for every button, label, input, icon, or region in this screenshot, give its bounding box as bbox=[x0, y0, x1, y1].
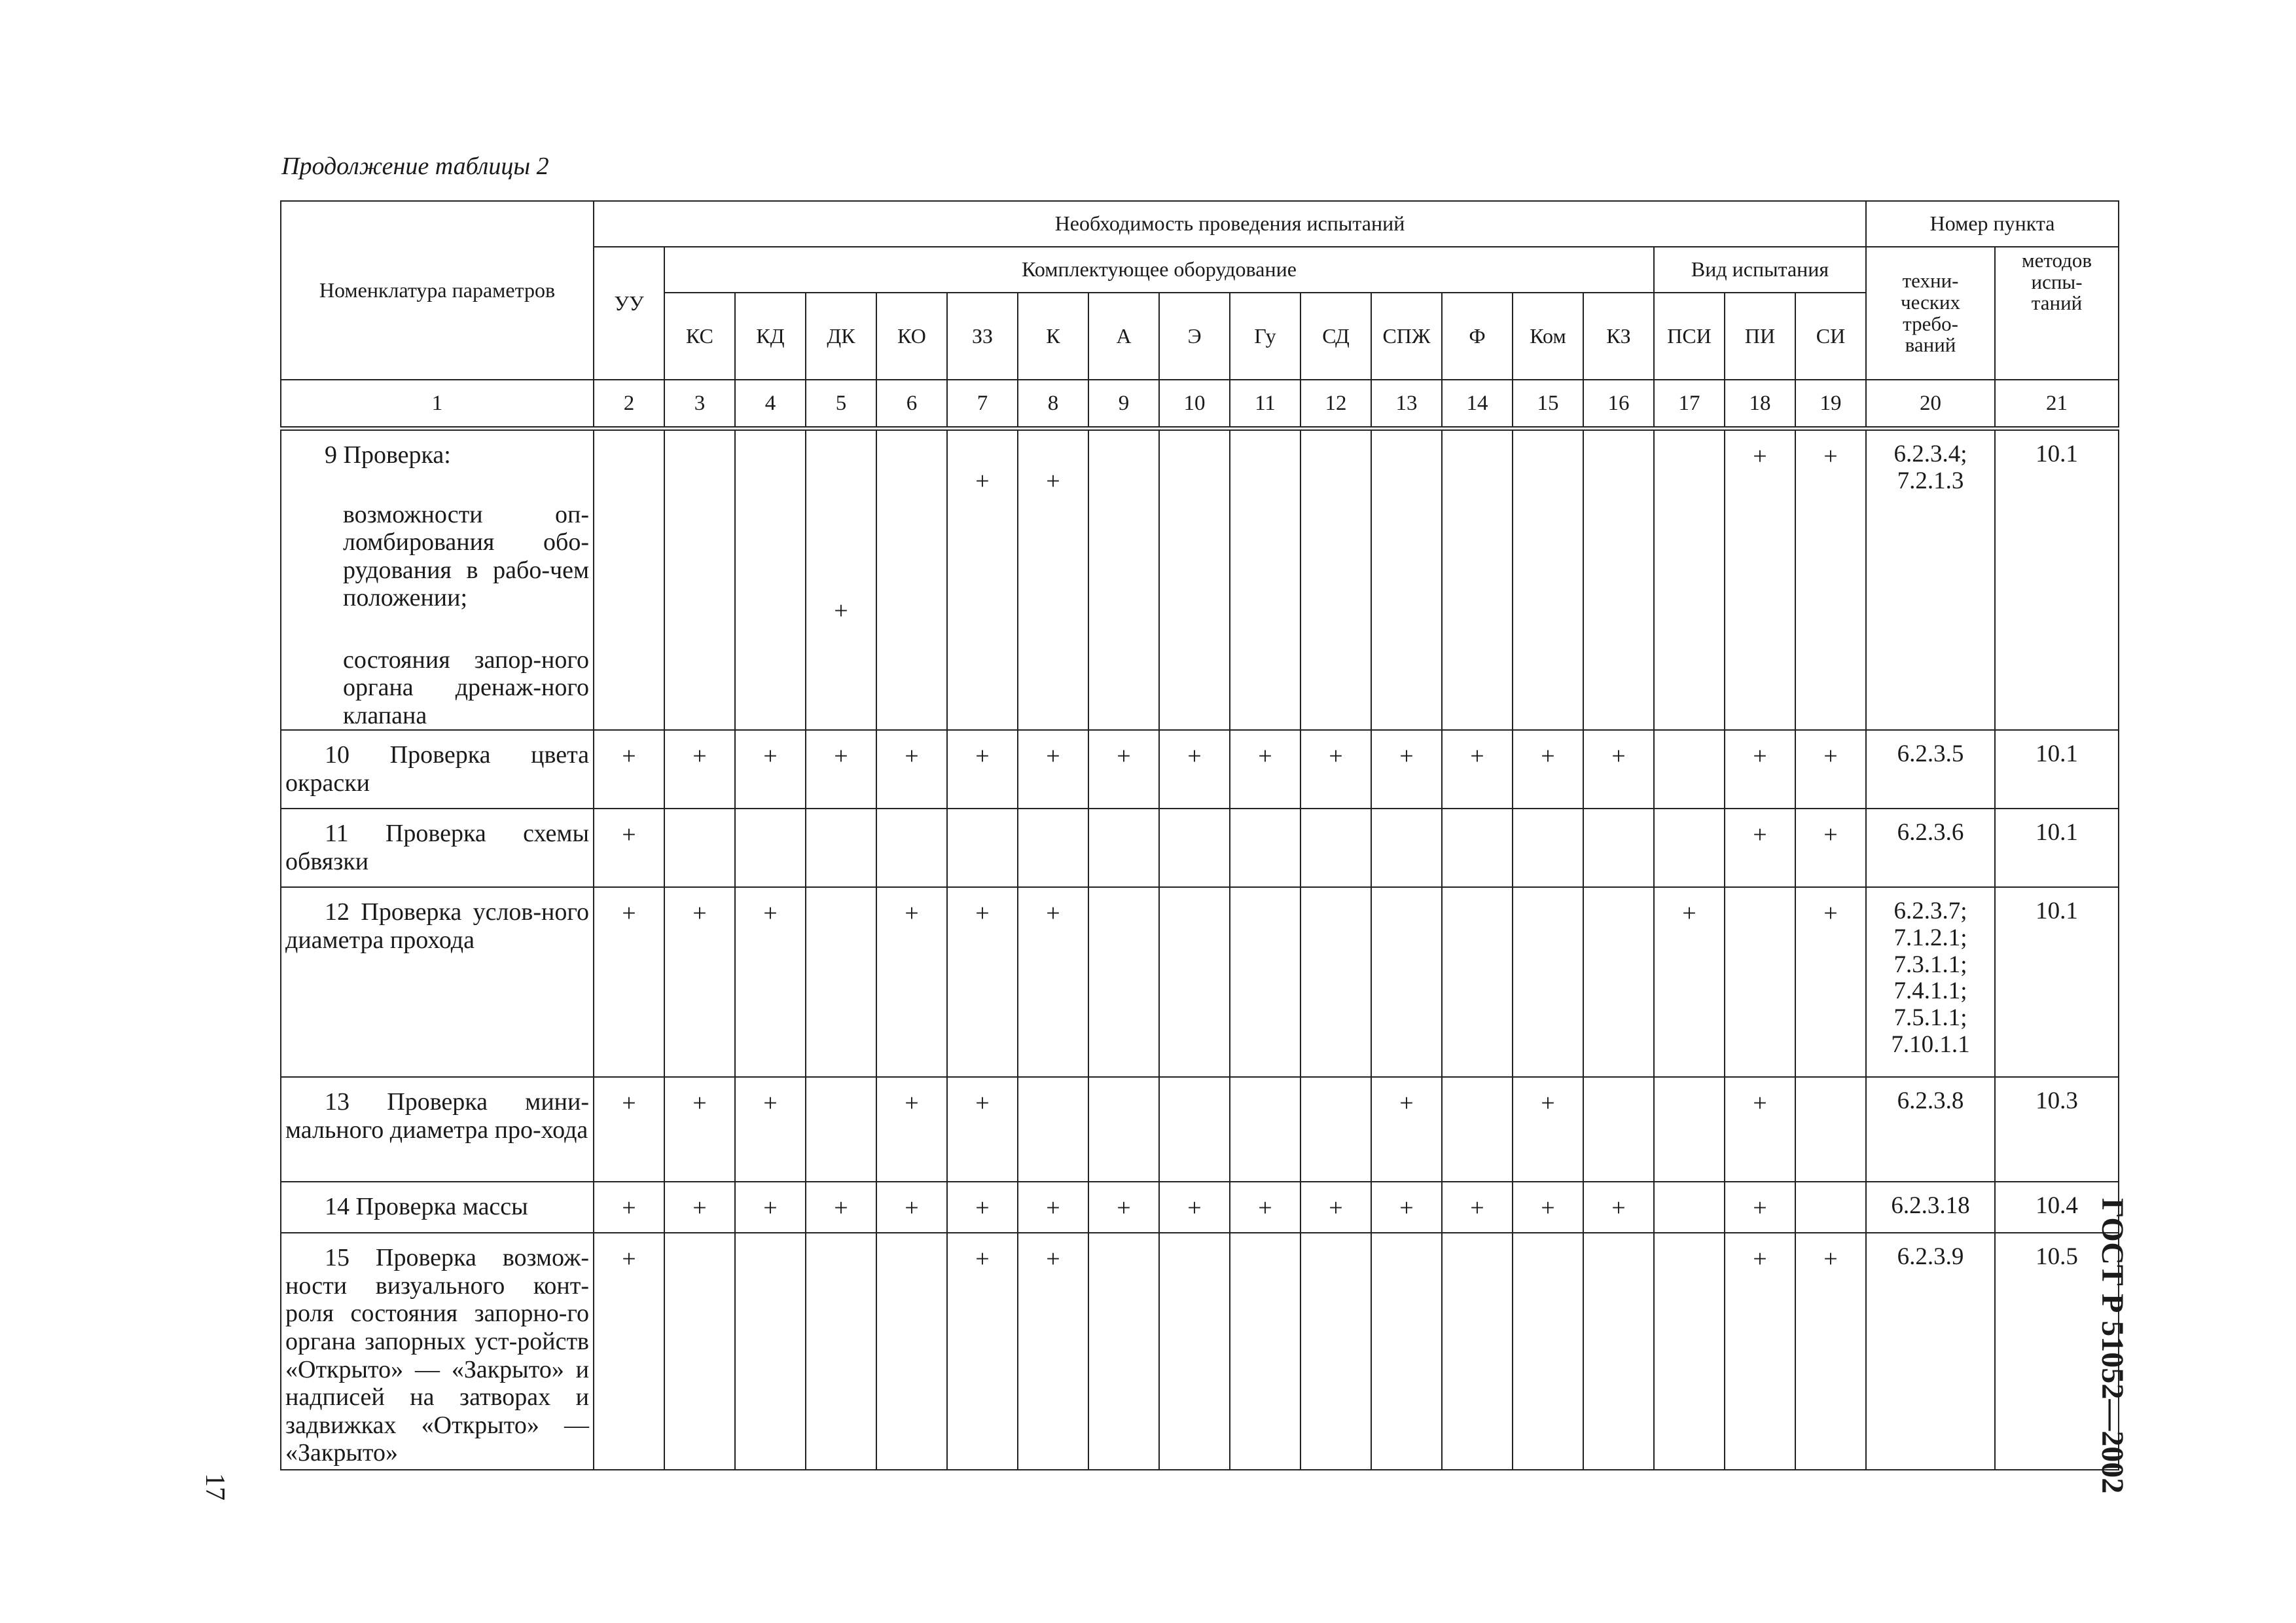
mark-cell bbox=[1159, 809, 1230, 887]
mark-cell bbox=[806, 1182, 876, 1233]
plus-mark: + bbox=[1046, 900, 1060, 928]
table-row bbox=[281, 1182, 2119, 1233]
mark-cell bbox=[1300, 429, 1371, 731]
row-parameter-label: 12 Проверка услов-ного диаметра прохода bbox=[285, 898, 589, 954]
header-component-code: КО bbox=[876, 293, 947, 380]
mark-cell bbox=[1654, 730, 1725, 809]
ref-tech: 6.2.3.6 bbox=[1897, 819, 1964, 847]
mark-cell bbox=[1088, 1182, 1159, 1233]
mark-cell bbox=[1300, 1182, 1371, 1233]
mark-cell bbox=[1088, 887, 1159, 1077]
row-parameter-label: 15 Проверка возмож-ности визуального конт-роля состояния запорно-го органа запорных уст-ройств «Открыто» — «Закрыто» и надписей на затворах и задвижках «Открыто» — «Закрыто» bbox=[285, 1244, 589, 1467]
mark-cell bbox=[1513, 887, 1583, 1077]
mark-cell bbox=[1230, 1233, 1300, 1470]
plus-mark: + bbox=[763, 742, 778, 771]
header-component-code: ДК bbox=[806, 293, 876, 380]
mark-cell bbox=[1583, 1182, 1654, 1233]
row-parameter-label: 11 Проверка схемы обвязки bbox=[285, 820, 589, 875]
mark-cell bbox=[947, 429, 1018, 731]
plus-mark: + bbox=[1399, 1194, 1414, 1222]
mark-cell bbox=[1654, 1077, 1725, 1182]
mark-cell bbox=[735, 429, 806, 731]
header-component-code: К bbox=[1018, 293, 1088, 380]
column-number: 6 bbox=[876, 380, 947, 429]
mark-cell bbox=[664, 809, 735, 887]
mark-cell bbox=[1583, 809, 1654, 887]
mark-cell bbox=[594, 730, 664, 809]
mark-cell bbox=[1159, 887, 1230, 1077]
mark-cell bbox=[1371, 809, 1442, 887]
plus-mark: + bbox=[905, 1194, 919, 1222]
header-tech-req-text: техни- ческих требо- ваний bbox=[1901, 269, 1961, 357]
row-parameter-label: 13 Проверка мини-мального диаметра про-хода bbox=[285, 1088, 589, 1144]
mark-cell bbox=[735, 887, 806, 1077]
header-component-code: СПЖ bbox=[1371, 293, 1442, 380]
plus-mark: + bbox=[1541, 1089, 1555, 1118]
mark-cell bbox=[1088, 1077, 1159, 1182]
mark-cell bbox=[1300, 887, 1371, 1077]
mark-cell bbox=[1795, 730, 1866, 809]
mark-cell bbox=[664, 1182, 735, 1233]
mark-cell bbox=[1795, 1233, 1866, 1470]
mark-cell bbox=[735, 809, 806, 887]
mark-cell bbox=[1442, 809, 1513, 887]
mark-cell bbox=[876, 1182, 947, 1233]
mark-cell bbox=[594, 429, 664, 731]
plus-mark: + bbox=[1258, 1194, 1272, 1222]
row-parameter bbox=[281, 809, 594, 887]
mark-cell bbox=[594, 1077, 664, 1182]
mark-cell bbox=[1725, 730, 1795, 809]
mark-cell bbox=[876, 887, 947, 1077]
plus-mark: + bbox=[1329, 1194, 1343, 1222]
mark-cell bbox=[1795, 429, 1866, 731]
plus-mark: + bbox=[1399, 1089, 1414, 1118]
header-test-code: ПИ bbox=[1725, 293, 1795, 380]
ref-tech-cell bbox=[1866, 1077, 1995, 1182]
mark-cell bbox=[1300, 1233, 1371, 1470]
column-number: 15 bbox=[1513, 380, 1583, 429]
plus-mark: + bbox=[1046, 467, 1060, 495]
column-number: 8 bbox=[1018, 380, 1088, 429]
mark-cell bbox=[1654, 809, 1725, 887]
mark-cell bbox=[806, 429, 876, 731]
mark-cell bbox=[1371, 1182, 1442, 1233]
mark-cell bbox=[1088, 1233, 1159, 1470]
plus-mark: + bbox=[975, 1194, 990, 1222]
mark-cell bbox=[664, 887, 735, 1077]
plus-mark: + bbox=[905, 1089, 919, 1118]
row-parameter-label: 14 Проверка массы bbox=[325, 1193, 528, 1221]
header-component-code: КД bbox=[735, 293, 806, 380]
header-test-code: ПСИ bbox=[1654, 293, 1725, 380]
mark-cell bbox=[664, 1077, 735, 1182]
plus-mark: + bbox=[1541, 1194, 1555, 1222]
column-number: 17 bbox=[1654, 380, 1725, 429]
mark-cell bbox=[876, 1077, 947, 1182]
plus-mark: + bbox=[1187, 1194, 1202, 1222]
header-tech-req bbox=[1866, 247, 1995, 380]
header-test-methods bbox=[1995, 247, 2119, 380]
mark-cell bbox=[1583, 730, 1654, 809]
mark-cell bbox=[1088, 429, 1159, 731]
header-point-number: Номер пункта bbox=[1866, 201, 2119, 247]
plus-mark: + bbox=[975, 1245, 990, 1273]
mark-cell bbox=[1159, 1182, 1230, 1233]
mark-cell bbox=[1513, 809, 1583, 887]
header-component-code: Ф bbox=[1442, 293, 1513, 380]
plus-mark: + bbox=[1046, 1245, 1060, 1273]
plus-mark: + bbox=[1046, 742, 1060, 771]
table-row bbox=[281, 809, 2119, 887]
plus-mark: + bbox=[1611, 742, 1626, 771]
mark-cell bbox=[735, 1182, 806, 1233]
mark-cell bbox=[1300, 730, 1371, 809]
mark-cell bbox=[735, 730, 806, 809]
header-components: Комплектующее оборудование bbox=[664, 247, 1654, 293]
plus-mark: + bbox=[692, 900, 707, 928]
plus-mark: + bbox=[622, 742, 636, 771]
table-row bbox=[281, 429, 2119, 731]
ref-tech: 6.2.3.7; 7.1.2.1; 7.3.1.1; 7.4.1.1; 7.5.1.1; 7.10.1.1 bbox=[1891, 898, 1970, 1058]
mark-cell bbox=[1300, 809, 1371, 887]
mark-cell bbox=[1513, 1233, 1583, 1470]
mark-cell bbox=[1795, 809, 1866, 887]
plus-mark: + bbox=[975, 742, 990, 771]
ref-method: 10.1 bbox=[2036, 740, 2078, 768]
column-number: 13 bbox=[1371, 380, 1442, 429]
plus-mark: + bbox=[975, 1089, 990, 1118]
ref-method: 10.4 bbox=[2036, 1192, 2078, 1220]
column-number: 2 bbox=[594, 380, 664, 429]
mark-cell bbox=[1725, 809, 1795, 887]
mark-cell bbox=[1513, 429, 1583, 731]
header-test-code: СИ bbox=[1795, 293, 1866, 380]
mark-cell bbox=[594, 1182, 664, 1233]
column-number: 7 bbox=[947, 380, 1018, 429]
mark-cell bbox=[1230, 730, 1300, 809]
plus-mark: + bbox=[1470, 742, 1484, 771]
header-component-code: КЗ bbox=[1583, 293, 1654, 380]
ref-method-cell bbox=[1995, 887, 2119, 1077]
ref-tech: 6.2.3.9 bbox=[1897, 1243, 1964, 1271]
row-parameter bbox=[281, 1182, 594, 1233]
row-parameter bbox=[281, 429, 594, 731]
mark-cell bbox=[1371, 429, 1442, 731]
plus-mark: + bbox=[763, 1089, 778, 1118]
plus-mark: + bbox=[1117, 1194, 1131, 1222]
plus-mark: + bbox=[975, 467, 990, 495]
column-number: 14 bbox=[1442, 380, 1513, 429]
plus-mark: + bbox=[622, 1194, 636, 1222]
column-number: 4 bbox=[735, 380, 806, 429]
mark-cell bbox=[1654, 887, 1725, 1077]
row-parameter bbox=[281, 1077, 594, 1182]
mark-cell bbox=[1088, 730, 1159, 809]
plus-mark: + bbox=[1329, 742, 1343, 771]
ref-tech: 6.2.3.8 bbox=[1897, 1087, 1964, 1115]
mark-cell bbox=[947, 809, 1018, 887]
header-component-code: А bbox=[1088, 293, 1159, 380]
ref-tech-cell bbox=[1866, 730, 1995, 809]
mark-cell bbox=[1230, 1077, 1300, 1182]
mark-cell bbox=[1442, 887, 1513, 1077]
mark-cell bbox=[1795, 1077, 1866, 1182]
mark-cell bbox=[1725, 1182, 1795, 1233]
row-parameter-label: 10 Проверка цвета окраски bbox=[285, 741, 589, 797]
plus-mark: + bbox=[834, 742, 848, 771]
header-uu: УУ bbox=[594, 247, 664, 380]
plus-mark: + bbox=[622, 900, 636, 928]
table-row bbox=[281, 887, 2119, 1077]
row-sub-item: состояния запор-ного органа дренаж-ного клапана bbox=[343, 646, 589, 729]
ref-tech-cell bbox=[1866, 1182, 1995, 1233]
plus-mark: + bbox=[1753, 742, 1767, 771]
table-caption: Продолжение таблицы 2 bbox=[281, 153, 549, 180]
mark-cell bbox=[1230, 429, 1300, 731]
mark-cell bbox=[1725, 1077, 1795, 1182]
ref-method: 10.1 bbox=[2036, 441, 2078, 467]
mark-cell bbox=[1371, 730, 1442, 809]
mark-cell bbox=[1583, 1077, 1654, 1182]
mark-cell bbox=[1513, 1182, 1583, 1233]
mark-cell bbox=[947, 1182, 1018, 1233]
mark-cell bbox=[735, 1233, 806, 1470]
header-component-code: КС bbox=[664, 293, 735, 380]
mark-cell bbox=[1654, 429, 1725, 731]
mark-cell bbox=[1654, 1233, 1725, 1470]
mark-cell bbox=[1230, 887, 1300, 1077]
plus-mark: + bbox=[1823, 742, 1838, 771]
header-component-code: Ком bbox=[1513, 293, 1583, 380]
mark-cell bbox=[1513, 730, 1583, 809]
plus-mark: + bbox=[1753, 443, 1767, 470]
mark-cell bbox=[806, 1233, 876, 1470]
column-number: 1 bbox=[281, 380, 594, 429]
column-number: 12 bbox=[1300, 380, 1371, 429]
mark-cell bbox=[806, 809, 876, 887]
ref-tech: 6.2.3.4; 7.2.1.3 bbox=[1893, 441, 1967, 494]
ref-method: 10.1 bbox=[2036, 819, 2078, 847]
plus-mark: + bbox=[1399, 742, 1414, 771]
column-number: 5 bbox=[806, 380, 876, 429]
table-row bbox=[281, 730, 2119, 809]
row-sub-item: возможности оп-ломбирования обо-рудования в рабо-чем положении; bbox=[343, 500, 589, 612]
mark-cell bbox=[1513, 1077, 1583, 1182]
mark-cell bbox=[876, 429, 947, 731]
mark-cell bbox=[594, 809, 664, 887]
column-number: 9 bbox=[1088, 380, 1159, 429]
plus-mark: + bbox=[834, 597, 848, 625]
mark-cell bbox=[1725, 887, 1795, 1077]
plus-mark: + bbox=[1682, 900, 1696, 928]
column-number: 19 bbox=[1795, 380, 1866, 429]
column-number: 16 bbox=[1583, 380, 1654, 429]
header-component-code: СД bbox=[1300, 293, 1371, 380]
plus-mark: + bbox=[1823, 443, 1838, 470]
mark-cell bbox=[1018, 1233, 1088, 1470]
column-number: 20 bbox=[1866, 380, 1995, 429]
mark-cell bbox=[1583, 887, 1654, 1077]
ref-method-cell bbox=[1995, 730, 2119, 809]
mark-cell bbox=[1795, 887, 1866, 1077]
ref-tech-cell bbox=[1866, 429, 1995, 731]
mark-cell bbox=[876, 1233, 947, 1470]
plus-mark: + bbox=[1753, 1245, 1767, 1273]
mark-cell bbox=[1442, 429, 1513, 731]
plus-mark: + bbox=[622, 1089, 636, 1118]
row-parameter-label: 9 Проверка: bbox=[325, 441, 451, 469]
mark-cell bbox=[1088, 809, 1159, 887]
plus-mark: + bbox=[1753, 821, 1767, 849]
table-row bbox=[281, 1077, 2119, 1182]
mark-cell bbox=[947, 1077, 1018, 1182]
ref-method: 10.5 bbox=[2036, 1243, 2078, 1271]
mark-cell bbox=[1442, 1077, 1513, 1182]
plus-mark: + bbox=[692, 1194, 707, 1222]
plus-mark: + bbox=[905, 900, 919, 928]
plus-mark: + bbox=[763, 1194, 778, 1222]
ref-tech: 6.2.3.18 bbox=[1891, 1192, 1970, 1220]
header-component-code: Э bbox=[1159, 293, 1230, 380]
mark-cell bbox=[594, 887, 664, 1077]
header-test-type: Вид испытания bbox=[1654, 247, 1866, 293]
plus-mark: + bbox=[692, 742, 707, 771]
header-test-methods-text: методов испы- таний bbox=[2022, 249, 2092, 315]
mark-cell bbox=[1795, 1182, 1866, 1233]
mark-cell bbox=[947, 887, 1018, 1077]
header-component-code: Гу bbox=[1230, 293, 1300, 380]
plus-mark: + bbox=[1541, 742, 1555, 771]
mark-cell bbox=[1371, 1233, 1442, 1470]
mark-cell bbox=[1583, 1233, 1654, 1470]
mark-cell bbox=[1230, 1182, 1300, 1233]
plus-mark: + bbox=[1470, 1194, 1484, 1222]
ref-method-cell bbox=[1995, 1077, 2119, 1182]
column-number: 3 bbox=[664, 380, 735, 429]
ref-method: 10.3 bbox=[2036, 1087, 2078, 1115]
mark-cell bbox=[735, 1077, 806, 1182]
mark-cell bbox=[1018, 730, 1088, 809]
page-number: 17 bbox=[200, 1473, 230, 1501]
mark-cell bbox=[947, 730, 1018, 809]
plus-mark: + bbox=[1046, 1194, 1060, 1222]
mark-cell bbox=[1018, 1077, 1088, 1182]
mark-cell bbox=[1159, 730, 1230, 809]
plus-mark: + bbox=[905, 742, 919, 771]
mark-cell bbox=[1018, 429, 1088, 731]
header-necessity: Необходимость проведения испытаний bbox=[594, 201, 1866, 247]
column-number: 10 bbox=[1159, 380, 1230, 429]
plus-mark: + bbox=[1753, 1194, 1767, 1222]
plus-mark: + bbox=[1187, 742, 1202, 771]
plus-mark: + bbox=[834, 1194, 848, 1222]
table-row bbox=[281, 1233, 2119, 1470]
row-parameter bbox=[281, 1233, 594, 1470]
test-requirements-table bbox=[280, 200, 2119, 1470]
mark-cell bbox=[806, 730, 876, 809]
ref-method-cell bbox=[1995, 809, 2119, 887]
mark-cell bbox=[1159, 429, 1230, 731]
mark-cell bbox=[1230, 809, 1300, 887]
plus-mark: + bbox=[1823, 821, 1838, 849]
document-designation: ГОСТ Р 51052—2002 bbox=[2095, 1198, 2130, 1494]
mark-cell bbox=[1725, 429, 1795, 731]
plus-mark: + bbox=[1823, 1245, 1838, 1273]
plus-mark: + bbox=[1258, 742, 1272, 771]
ref-method: 10.1 bbox=[2036, 898, 2078, 925]
mark-cell bbox=[1018, 887, 1088, 1077]
mark-cell bbox=[1442, 730, 1513, 809]
ref-tech-cell bbox=[1866, 887, 1995, 1077]
plus-mark: + bbox=[1823, 900, 1838, 928]
mark-cell bbox=[806, 887, 876, 1077]
row-parameter bbox=[281, 887, 594, 1077]
header-param: Номенклатура параметров bbox=[281, 201, 594, 380]
mark-cell bbox=[1159, 1077, 1230, 1182]
plus-mark: + bbox=[1117, 742, 1131, 771]
mark-cell bbox=[1583, 429, 1654, 731]
mark-cell bbox=[594, 1233, 664, 1470]
plus-mark: + bbox=[1753, 1089, 1767, 1118]
plus-mark: + bbox=[975, 900, 990, 928]
mark-cell bbox=[876, 730, 947, 809]
mark-cell bbox=[806, 1077, 876, 1182]
column-number: 18 bbox=[1725, 380, 1795, 429]
column-number: 11 bbox=[1230, 380, 1300, 429]
mark-cell bbox=[664, 1233, 735, 1470]
mark-cell bbox=[1018, 809, 1088, 887]
plus-mark: + bbox=[763, 900, 778, 928]
mark-cell bbox=[1442, 1233, 1513, 1470]
mark-cell bbox=[1442, 1182, 1513, 1233]
mark-cell bbox=[1300, 1077, 1371, 1182]
ref-tech-cell bbox=[1866, 809, 1995, 887]
plus-mark: + bbox=[1611, 1194, 1626, 1222]
ref-tech-cell bbox=[1866, 1233, 1995, 1470]
mark-cell bbox=[664, 429, 735, 731]
column-number: 21 bbox=[1995, 380, 2119, 429]
mark-cell bbox=[1371, 887, 1442, 1077]
mark-cell bbox=[1371, 1077, 1442, 1182]
mark-cell bbox=[876, 809, 947, 887]
mark-cell bbox=[1018, 1182, 1088, 1233]
mark-cell bbox=[1654, 1182, 1725, 1233]
mark-cell bbox=[1159, 1233, 1230, 1470]
mark-cell bbox=[664, 730, 735, 809]
row-parameter bbox=[281, 730, 594, 809]
plus-mark: + bbox=[622, 821, 636, 849]
ref-method-cell bbox=[1995, 429, 2119, 731]
ref-tech: 6.2.3.5 bbox=[1897, 740, 1964, 768]
plus-mark: + bbox=[622, 1245, 636, 1273]
mark-cell bbox=[1725, 1233, 1795, 1470]
mark-cell bbox=[947, 1233, 1018, 1470]
plus-mark: + bbox=[692, 1089, 707, 1118]
header-component-code: ЗЗ bbox=[947, 293, 1018, 380]
